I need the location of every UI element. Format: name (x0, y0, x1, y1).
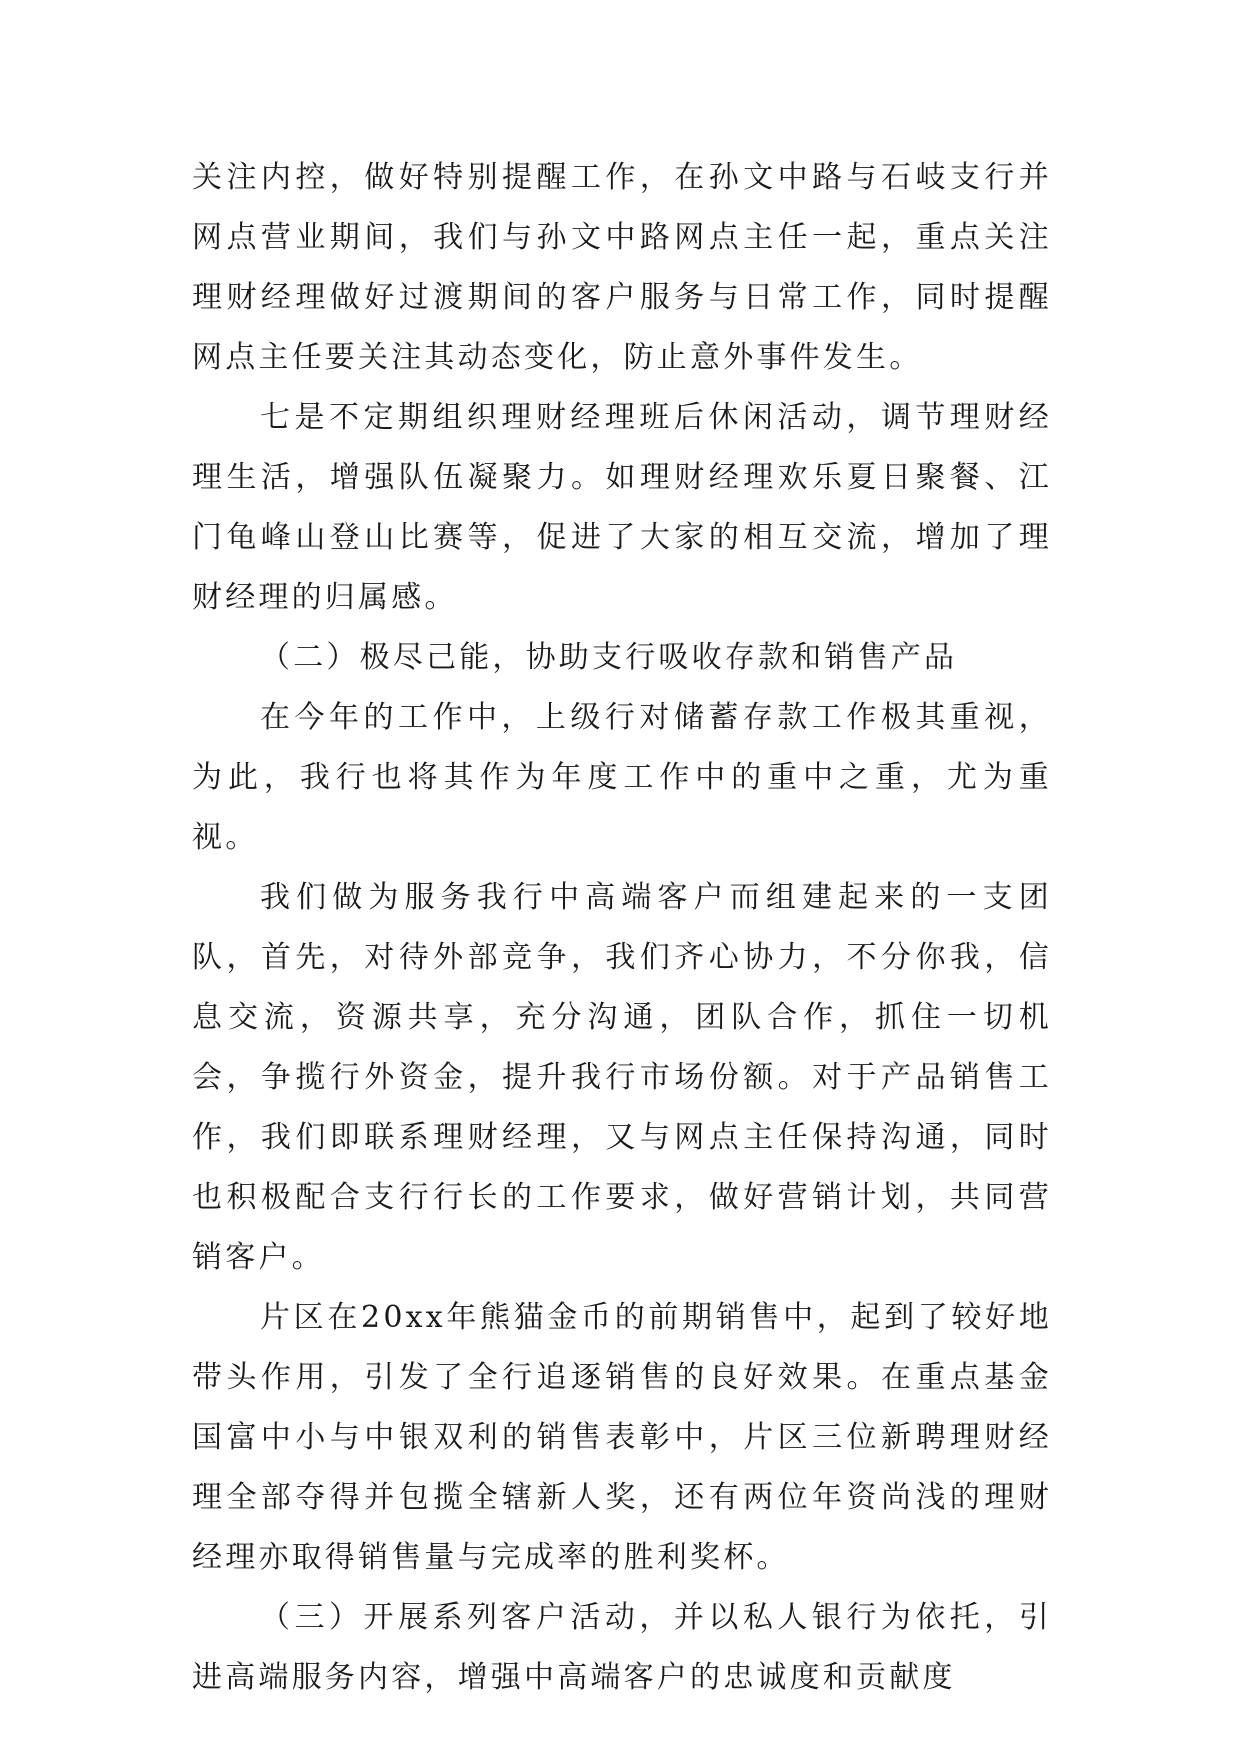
paragraph-sales-results: 片区在20xx年熊猫金币的前期销售中，起到了较好地带头作用，引发了全行追逐销售的良好效果。在重点基金国富中小与中银双利的销售表彰中，片区三位新聘理财经理全部夺得并包揽全辖新人奖，还有两位年资尚浅的理财经理亦取得销售量与完成率的胜利奖杯。 (192, 1300, 1052, 1575)
paragraph-deposits: 在今年的工作中，上级行对储蓄存款工作极其重视，为此，我行也将其作为年度工作中的重中之重，尤为重视。 (192, 700, 1052, 855)
section-heading-two: （二）极尽己能，协助支行吸收存款和销售产品 (260, 640, 958, 675)
section-heading-three: （三）开展系列客户活动，并以私人银行为依托，引进高端服务内容，增强中高端客户的忠诚度和贡献度 (192, 1600, 1052, 1695)
paragraph-internal-control: 关注内控，做好特别提醒工作，在孙文中路与石岐支行并网点营业期间，我们与孙文中路网点主任一起，重点关注理财经理做好过渡期间的客户服务与日常工作，同时提醒网点主任要关注其动态变化，防止意外事件发生。 (192, 160, 1052, 375)
paragraph-team: 我们做为服务我行中高端客户而组建起来的一支团队，首先，对待外部竞争，我们齐心协力，不分你我，信息交流，资源共享，充分沟通，团队合作，抓住一切机会，争揽行外资金，提升我行市场份额。对于产品销售工作，我们即联系理财经理，又与网点主任保持沟通，同时也积极配合支行行长的工作要求，做好营销计划，共同营销客户。 (192, 880, 1052, 1275)
document-body (192, 148, 1052, 1708)
paragraph-item-seven: 七是不定期组织理财经理班后休闲活动，调节理财经理生活，增强队伍凝聚力。如理财经理欢乐夏日聚餐、江门龟峰山登山比赛等，促进了大家的相互交流，增加了理财经理的归属感。 (192, 400, 1052, 615)
